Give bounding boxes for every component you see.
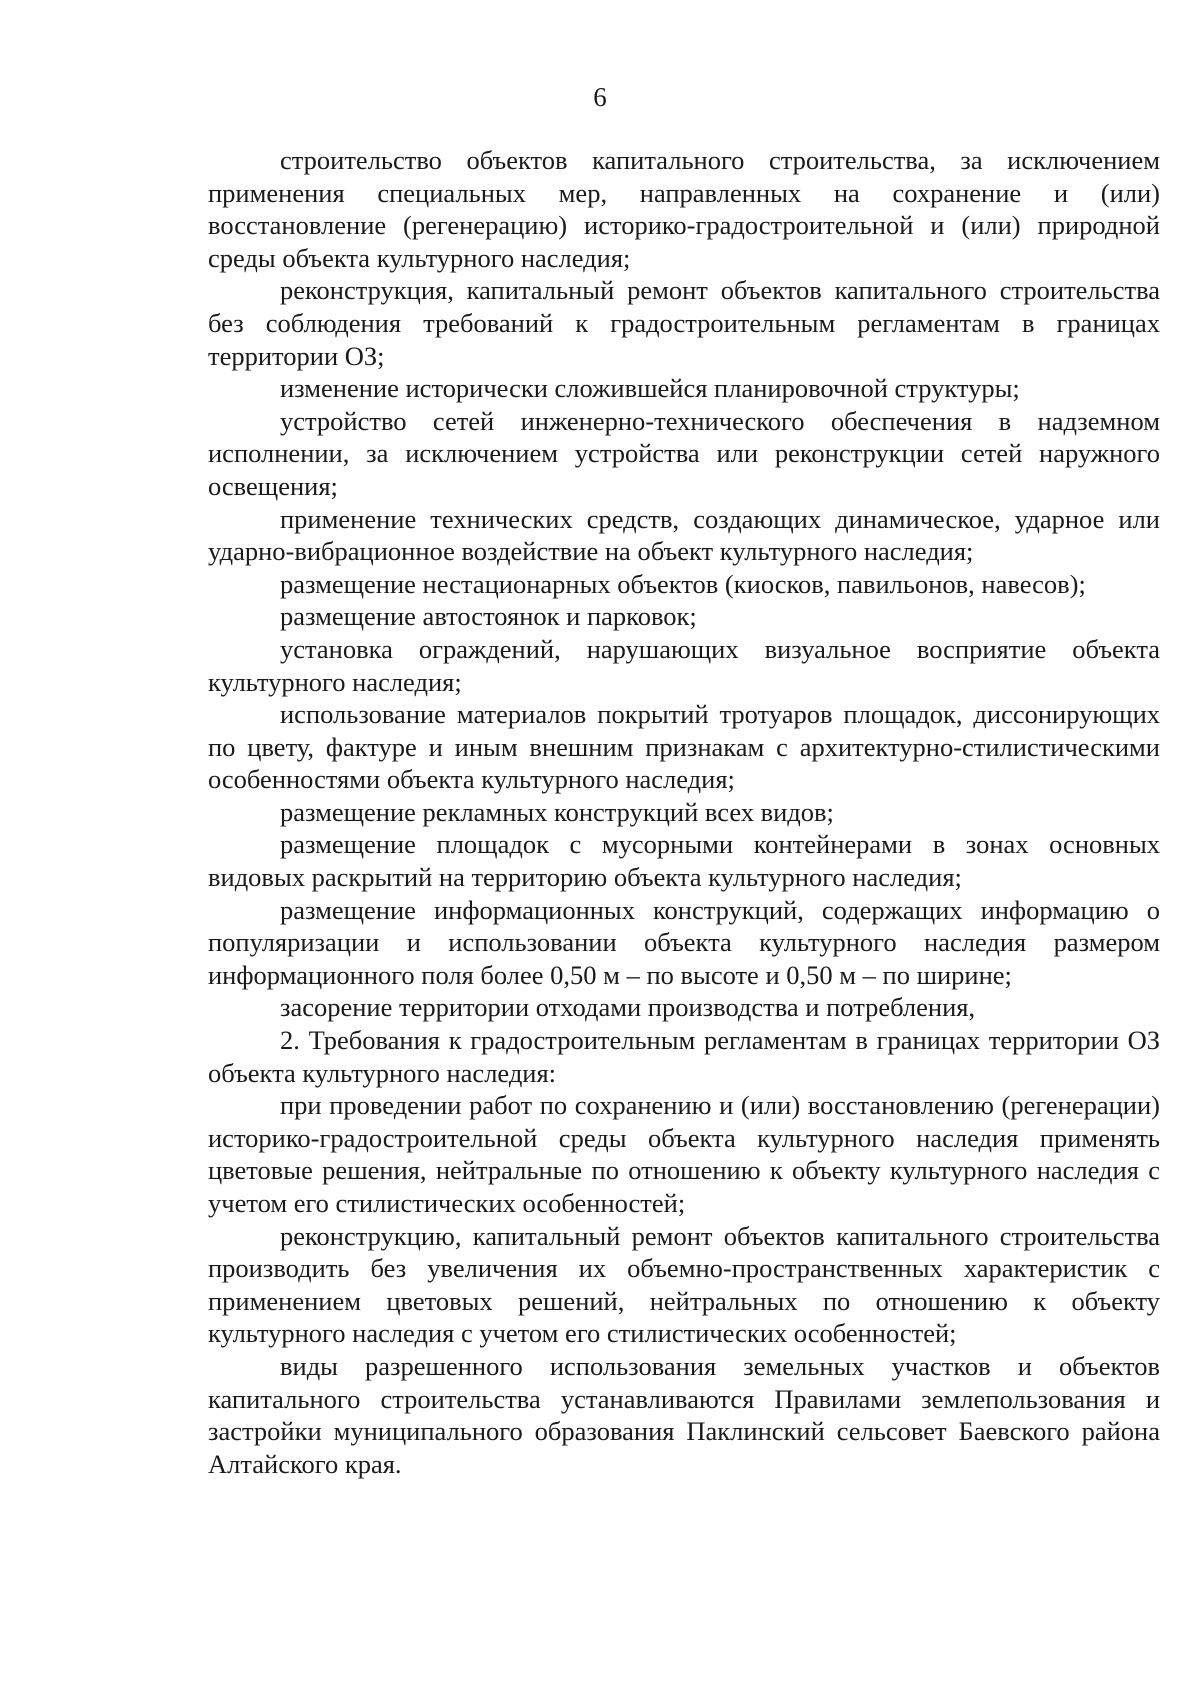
paragraph: размещение нестационарных объектов (киосков, павильонов, навесов); — [280, 568, 1086, 599]
section-heading-paragraph: 2. Требования к градостроительным регламентам в границах территории ОЗ объекта культурного наследия: — [208, 1025, 1160, 1088]
paragraph: засорение территории отходами производства и потребления, — [280, 992, 976, 1023]
paragraph: размещение автостоянок и парковок; — [280, 601, 697, 632]
paragraph: реконструкция, капитальный ремонт объектов капитального строительства без соблюдения требований к градостроительным регламентам в границах территории ОЗ; — [208, 275, 1160, 371]
page-number: 6 — [593, 82, 607, 112]
paragraph: размещение информационных конструкций, содержащих информацию о популяризации и использовании объекта культурного наследия размером информационного поля более 0,50 м – по высоте и 0,50 м – по ширине; — [208, 894, 1160, 990]
paragraph: строительство объектов капитального строительства, за исключением применения специальных мер, направленных на сохранение и (или) восстановление (регенерацию) историко-градостроительной и (или) природной среды объекта культурного наследия; — [208, 145, 1160, 273]
paragraph: изменение исторически сложившейся планировочной структуры; — [280, 373, 1020, 404]
paragraph: размещение рекламных конструкций всех видов; — [280, 796, 834, 827]
paragraph: применение технических средств, создающих динамическое, ударное или ударно-вибрационное воздействие на объект культурного наследия; — [208, 503, 1160, 567]
paragraph: при проведении работ по сохранению и (или) восстановлению (регенерации) историко-градостроительной среды объекта культурного наследия применять цветовые решения, нейтральные по отношению к объекту культурного наследия с учетом его стилистических особенностей; — [208, 1090, 1160, 1218]
paragraph: реконструкцию, капитальный ремонт объектов капитального строительства производить без увеличения их объемно-пространственных характеристик с применением цветовых решений, нейтральных по отношению к объекту культурного наследия с учетом его стилистических особенностей; — [208, 1220, 1160, 1349]
paragraph: виды разрешенного использования земельных участков и объектов капитального строительства устанавливаются Правилами землепользования и застройки муниципального образования Паклинский сельсовет Баевского района Алтайского края. — [208, 1350, 1160, 1479]
document-body — [208, 144, 1160, 1480]
paragraph: размещение площадок с мусорными контейнерами в зонах основных видовых раскрытий на территорию объекта культурного наследия; — [208, 829, 1160, 893]
paragraph: использование материалов покрытий тротуаров площадок, диссонирующих по цвету, фактуре и иным внешним признакам с архитектурно-стилистическими особенностями объекта культурного наследия; — [208, 699, 1160, 795]
paragraph: устройство сетей инженерно-технического обеспечения в надземном исполнении, за исключением устройства или реконструкции сетей наружного освещения; — [208, 405, 1160, 501]
paragraph: установка ограждений, нарушающих визуальное восприятие объекта культурного наследия; — [208, 633, 1160, 697]
